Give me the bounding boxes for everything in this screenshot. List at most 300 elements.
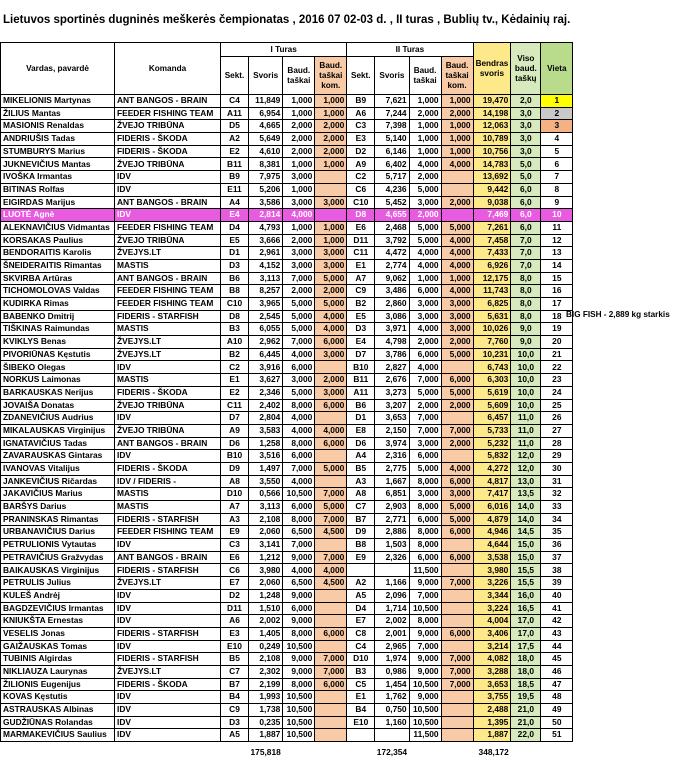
header-name: Vardas, pavardė bbox=[1, 43, 115, 95]
cell-team-penalty-2: 5,000 bbox=[441, 501, 473, 514]
cell-name: KUDIRKA Rimas bbox=[1, 298, 115, 311]
cell-sector-2: B10 bbox=[347, 361, 375, 374]
cell-team-penalty-1 bbox=[315, 209, 347, 222]
cell-weight-1: 3,141 bbox=[249, 539, 283, 552]
table-row bbox=[1, 627, 573, 640]
cell-place: 46 bbox=[541, 665, 573, 678]
cell-total-weight: 6,303 bbox=[473, 374, 511, 387]
cell-team-penalty-2 bbox=[441, 729, 473, 742]
cell-sector-2: C10 bbox=[347, 196, 375, 209]
cell-total-weight: 9,442 bbox=[473, 183, 511, 196]
header-sector-1: Sekt. bbox=[221, 57, 249, 95]
cell-total-weight: 6,016 bbox=[473, 501, 511, 514]
cell-sector-1: D3 bbox=[221, 259, 249, 272]
cell-place: 21 bbox=[541, 348, 573, 361]
cell-penalty-2: 7,000 bbox=[409, 374, 441, 387]
cell-sector-2: B2 bbox=[347, 298, 375, 311]
cell-name: BARKAUSKAS Nerijus bbox=[1, 386, 115, 399]
cell-sector-2: A11 bbox=[347, 386, 375, 399]
cell-team: FEEDER FISHING TEAM bbox=[115, 221, 221, 234]
cell-total-weight: 5,619 bbox=[473, 386, 511, 399]
cell-team: ANT BANGOS - BRAIN bbox=[115, 551, 221, 564]
cell-name: ANDRIUŠIS Tadas bbox=[1, 133, 115, 146]
cell-total-weight: 4,082 bbox=[473, 653, 511, 666]
cell-penalty-2: 5,000 bbox=[409, 462, 441, 475]
cell-weight-2: 9,062 bbox=[375, 272, 409, 285]
cell-weight-1: 3,550 bbox=[249, 475, 283, 488]
cell-team-penalty-1: 4,000 bbox=[315, 323, 347, 336]
cell-team-penalty-2: 5,000 bbox=[441, 348, 473, 361]
cell-team: IDV bbox=[115, 209, 221, 222]
cell-sector-2: D8 bbox=[347, 209, 375, 222]
cell-sector-1: A10 bbox=[221, 336, 249, 349]
cell-weight-2: 7,244 bbox=[375, 107, 409, 120]
cell-team: IDV bbox=[115, 716, 221, 729]
cell-team: FEEDER FISHING TEAM bbox=[115, 107, 221, 120]
cell-team: IDV bbox=[115, 171, 221, 184]
cell-weight-1: 3,516 bbox=[249, 450, 283, 463]
cell-penalty-2: 3,000 bbox=[409, 310, 441, 323]
table-row bbox=[1, 133, 573, 146]
cell-penalty-1: 2,000 bbox=[283, 133, 315, 146]
cell-sector-1: A11 bbox=[221, 107, 249, 120]
cell-weight-1: 3,666 bbox=[249, 234, 283, 247]
cell-team-penalty-1: 1,000 bbox=[315, 95, 347, 108]
cell-penalty-2: 7,000 bbox=[409, 424, 441, 437]
cell-team-penalty-1 bbox=[315, 539, 347, 552]
cell-total-penalty: 14,0 bbox=[511, 501, 541, 514]
cell-weight-1: 2,199 bbox=[249, 678, 283, 691]
cell-sector-1: A6 bbox=[221, 615, 249, 628]
cell-team-penalty-2: 1,000 bbox=[441, 133, 473, 146]
cell-penalty-2: 3,000 bbox=[409, 437, 441, 450]
cell-total-weight: 12,175 bbox=[473, 272, 511, 285]
cell-total-weight: 13,692 bbox=[473, 171, 511, 184]
cell-weight-2: 1,166 bbox=[375, 577, 409, 590]
table-row bbox=[1, 665, 573, 678]
cell-place: 11 bbox=[541, 221, 573, 234]
cell-team-penalty-1: 2,000 bbox=[315, 285, 347, 298]
cell-total-weight: 7,760 bbox=[473, 336, 511, 349]
cell-total-penalty: 10,0 bbox=[511, 374, 541, 387]
cell-sector-2: A6 bbox=[347, 107, 375, 120]
cell-weight-2: 3,086 bbox=[375, 310, 409, 323]
results-table bbox=[0, 42, 573, 764]
table-row bbox=[1, 640, 573, 653]
cell-sector-2: A9 bbox=[347, 158, 375, 171]
cell-total-penalty: 19,5 bbox=[511, 691, 541, 704]
cell-name: IVOŠKA Irmantas bbox=[1, 171, 115, 184]
cell-weight-2: 2,150 bbox=[375, 424, 409, 437]
cell-weight-1: 2,346 bbox=[249, 386, 283, 399]
cell-team: IDV bbox=[115, 704, 221, 717]
cell-team: IDV bbox=[115, 640, 221, 653]
cell-penalty-2: 9,000 bbox=[409, 691, 441, 704]
cell-penalty-1: 8,000 bbox=[283, 513, 315, 526]
cell-sector-1: D6 bbox=[221, 437, 249, 450]
cell-sector-2: C6 bbox=[347, 183, 375, 196]
cell-weight-1: 8,257 bbox=[249, 285, 283, 298]
cell-total-weight: 3,226 bbox=[473, 577, 511, 590]
cell-sector-1: E10 bbox=[221, 640, 249, 653]
total-round2: 172,354 bbox=[375, 742, 409, 764]
header-penalty-2: Baud. taškai bbox=[409, 57, 441, 95]
cell-sector-2: A8 bbox=[347, 488, 375, 501]
cell-place: 8 bbox=[541, 183, 573, 196]
cell-team-penalty-2: 6,000 bbox=[441, 627, 473, 640]
cell-penalty-2: 8,000 bbox=[409, 526, 441, 539]
cell-team-penalty-1: 6,000 bbox=[315, 336, 347, 349]
cell-weight-2 bbox=[375, 729, 409, 742]
cell-sector-2: C9 bbox=[347, 285, 375, 298]
cell-sector-1: D11 bbox=[221, 602, 249, 615]
cell-weight-1: 3,113 bbox=[249, 272, 283, 285]
table-row bbox=[1, 399, 573, 412]
cell-total-weight: 3,224 bbox=[473, 602, 511, 615]
cell-name: PIVORIŪNAS Kęstutis bbox=[1, 348, 115, 361]
cell-team-penalty-1: 2,000 bbox=[315, 374, 347, 387]
cell-name: ŠIBEKO Olegas bbox=[1, 361, 115, 374]
cell-penalty-1: 1,000 bbox=[283, 107, 315, 120]
cell-place: 23 bbox=[541, 374, 573, 387]
cell-team-penalty-1 bbox=[315, 475, 347, 488]
cell-penalty-1: 2,000 bbox=[283, 120, 315, 133]
cell-penalty-1: 1,000 bbox=[283, 95, 315, 108]
table-row bbox=[1, 285, 573, 298]
cell-penalty-1: 5,000 bbox=[283, 298, 315, 311]
table-row bbox=[1, 158, 573, 171]
cell-penalty-1: 9,000 bbox=[283, 665, 315, 678]
table-row bbox=[1, 107, 573, 120]
cell-name: STUMBURYS Marius bbox=[1, 145, 115, 158]
table-row bbox=[1, 678, 573, 691]
table-row bbox=[1, 450, 573, 463]
cell-team-penalty-2: 3,000 bbox=[441, 323, 473, 336]
cell-penalty-1: 1,000 bbox=[283, 183, 315, 196]
cell-weight-1: 3,627 bbox=[249, 374, 283, 387]
cell-penalty-1: 9,000 bbox=[283, 551, 315, 564]
cell-place: 43 bbox=[541, 627, 573, 640]
cell-total-penalty: 15,0 bbox=[511, 551, 541, 564]
header-round2: II Turas bbox=[347, 43, 473, 57]
cell-team-penalty-2: 4,000 bbox=[441, 462, 473, 475]
cell-total-penalty: 11,0 bbox=[511, 412, 541, 425]
cell-team-penalty-2 bbox=[441, 183, 473, 196]
cell-weight-1: 2,961 bbox=[249, 247, 283, 260]
cell-penalty-1: 8,000 bbox=[283, 627, 315, 640]
cell-sector-2: B9 bbox=[347, 95, 375, 108]
table-row bbox=[1, 437, 573, 450]
cell-sector-1: D3 bbox=[221, 716, 249, 729]
cell-team-penalty-1: 4,000 bbox=[315, 424, 347, 437]
cell-penalty-1: 2,000 bbox=[283, 145, 315, 158]
cell-place: 13 bbox=[541, 247, 573, 260]
cell-sector-1: C9 bbox=[221, 704, 249, 717]
cell-sector-2: A5 bbox=[347, 589, 375, 602]
cell-sector-1: E1 bbox=[221, 374, 249, 387]
cell-team: FIDERIS - STARFISH bbox=[115, 653, 221, 666]
cell-weight-2: 1,762 bbox=[375, 691, 409, 704]
cell-sector-2 bbox=[347, 729, 375, 742]
cell-weight-1: 1,258 bbox=[249, 437, 283, 450]
cell-penalty-1: 6,000 bbox=[283, 361, 315, 374]
cell-place: 34 bbox=[541, 513, 573, 526]
cell-penalty-2: 10,500 bbox=[409, 716, 441, 729]
cell-team: ŽVEJYS.LT bbox=[115, 247, 221, 260]
cell-weight-2: 3,974 bbox=[375, 437, 409, 450]
cell-place: 30 bbox=[541, 462, 573, 475]
cell-weight-1: 4,665 bbox=[249, 120, 283, 133]
cell-team-penalty-1: 3,000 bbox=[315, 196, 347, 209]
cell-weight-2: 2,827 bbox=[375, 361, 409, 374]
cell-penalty-1: 10,500 bbox=[283, 729, 315, 742]
cell-weight-2 bbox=[375, 564, 409, 577]
cell-weight-2: 1,454 bbox=[375, 678, 409, 691]
cell-total-penalty: 12,0 bbox=[511, 462, 541, 475]
cell-name: ZAVARAUSKAS Gintaras bbox=[1, 450, 115, 463]
cell-place: 38 bbox=[541, 564, 573, 577]
cell-weight-2: 1,714 bbox=[375, 602, 409, 615]
cell-total-penalty: 9,0 bbox=[511, 336, 541, 349]
cell-team-penalty-1: 7,000 bbox=[315, 551, 347, 564]
cell-weight-1: 4,152 bbox=[249, 259, 283, 272]
cell-total-penalty: 5,0 bbox=[511, 158, 541, 171]
cell-weight-1: 1,738 bbox=[249, 704, 283, 717]
cell-total-weight: 9,038 bbox=[473, 196, 511, 209]
cell-sector-2: B8 bbox=[347, 539, 375, 552]
cell-total-penalty: 6,0 bbox=[511, 196, 541, 209]
cell-name: BABENKO Dmitrij bbox=[1, 310, 115, 323]
cell-name: IGNATAVIČIUS Tadas bbox=[1, 437, 115, 450]
table-row bbox=[1, 551, 573, 564]
cell-penalty-2: 11,500 bbox=[409, 729, 441, 742]
cell-team-penalty-2 bbox=[441, 539, 473, 552]
cell-weight-1: 2,060 bbox=[249, 526, 283, 539]
cell-weight-2: 3,273 bbox=[375, 386, 409, 399]
cell-weight-1: 2,545 bbox=[249, 310, 283, 323]
cell-team-penalty-1: 5,000 bbox=[315, 462, 347, 475]
cell-name: KOVAS Kęstutis bbox=[1, 691, 115, 704]
table-row bbox=[1, 183, 573, 196]
cell-weight-1: 0,566 bbox=[249, 488, 283, 501]
cell-total-weight: 12,063 bbox=[473, 120, 511, 133]
cell-name: JAKAVIČIUS Marius bbox=[1, 488, 115, 501]
cell-team-penalty-1: 4,500 bbox=[315, 526, 347, 539]
cell-team-penalty-2: 1,000 bbox=[441, 95, 473, 108]
header-team-penalty-1: Baud. taškai kom. bbox=[315, 57, 347, 95]
cell-total-penalty: 16,5 bbox=[511, 602, 541, 615]
cell-penalty-1: 10,500 bbox=[283, 488, 315, 501]
cell-penalty-1: 7,000 bbox=[283, 462, 315, 475]
cell-penalty-1: 9,000 bbox=[283, 653, 315, 666]
cell-weight-1: 1,887 bbox=[249, 729, 283, 742]
cell-team-penalty-2: 1,000 bbox=[441, 120, 473, 133]
cell-sector-1: E2 bbox=[221, 386, 249, 399]
header-total-weight: Bendras svoris bbox=[473, 43, 511, 95]
cell-penalty-1: 5,000 bbox=[283, 323, 315, 336]
cell-place: 2 bbox=[541, 107, 573, 120]
cell-team-penalty-1: 2,000 bbox=[315, 120, 347, 133]
cell-weight-1: 1,993 bbox=[249, 691, 283, 704]
cell-sector-1: E9 bbox=[221, 526, 249, 539]
cell-total-weight: 4,946 bbox=[473, 526, 511, 539]
cell-place: 6 bbox=[541, 158, 573, 171]
cell-sector-2: D1 bbox=[347, 412, 375, 425]
cell-place: 24 bbox=[541, 386, 573, 399]
cell-weight-1: 6,445 bbox=[249, 348, 283, 361]
cell-sector-2: D7 bbox=[347, 348, 375, 361]
cell-sector-1: E4 bbox=[221, 209, 249, 222]
cell-weight-2: 5,452 bbox=[375, 196, 409, 209]
cell-total-weight: 3,538 bbox=[473, 551, 511, 564]
cell-total-weight: 5,609 bbox=[473, 399, 511, 412]
cell-weight-2: 5,140 bbox=[375, 133, 409, 146]
cell-total-penalty: 7,0 bbox=[511, 247, 541, 260]
cell-team-penalty-1: 5,000 bbox=[315, 298, 347, 311]
cell-total-penalty: 3,0 bbox=[511, 145, 541, 158]
cell-sector-2: C8 bbox=[347, 627, 375, 640]
cell-team: FIDERIS - ŠKODA bbox=[115, 462, 221, 475]
cell-sector-2: A7 bbox=[347, 272, 375, 285]
cell-total-penalty: 13,5 bbox=[511, 488, 541, 501]
cell-weight-2: 6,402 bbox=[375, 158, 409, 171]
cell-weight-2: 2,775 bbox=[375, 462, 409, 475]
cell-total-penalty: 11,0 bbox=[511, 424, 541, 437]
cell-team-penalty-2: 2,000 bbox=[441, 437, 473, 450]
cell-total-weight: 5,733 bbox=[473, 424, 511, 437]
cell-total-penalty: 18,5 bbox=[511, 678, 541, 691]
cell-sector-2: D4 bbox=[347, 602, 375, 615]
cell-name: NIKLIAUZA Laurynas bbox=[1, 665, 115, 678]
cell-penalty-2: 5,000 bbox=[409, 234, 441, 247]
cell-team: ŽVEJO TRIBŪNA bbox=[115, 399, 221, 412]
cell-name: ALEKNAVIČIUS Vidmantas bbox=[1, 221, 115, 234]
cell-team-penalty-2: 7,000 bbox=[441, 577, 473, 590]
cell-team-penalty-1: 1,000 bbox=[315, 221, 347, 234]
cell-sector-2: E7 bbox=[347, 615, 375, 628]
cell-total-penalty: 5,0 bbox=[511, 171, 541, 184]
cell-team-penalty-2 bbox=[441, 691, 473, 704]
table-row bbox=[1, 310, 573, 323]
cell-team: FIDERIS - ŠKODA bbox=[115, 678, 221, 691]
cell-penalty-2: 7,000 bbox=[409, 640, 441, 653]
cell-team-penalty-1: 6,000 bbox=[315, 627, 347, 640]
cell-team-penalty-2: 2,000 bbox=[441, 107, 473, 120]
cell-penalty-1: 4,000 bbox=[283, 412, 315, 425]
cell-total-penalty: 10,0 bbox=[511, 361, 541, 374]
cell-total-weight: 3,653 bbox=[473, 678, 511, 691]
cell-penalty-2: 5,000 bbox=[409, 183, 441, 196]
header-team-penalty-2: Baud. taškai kom. bbox=[441, 57, 473, 95]
cell-total-weight: 3,344 bbox=[473, 589, 511, 602]
cell-sector-1: D10 bbox=[221, 488, 249, 501]
cell-total-penalty: 15,5 bbox=[511, 577, 541, 590]
cell-name: SKVIRBA Artūras bbox=[1, 272, 115, 285]
cell-sector-2: E9 bbox=[347, 551, 375, 564]
table-row bbox=[1, 120, 573, 133]
cell-team-penalty-2: 3,000 bbox=[441, 310, 473, 323]
cell-sector-2: C5 bbox=[347, 678, 375, 691]
cell-total-weight: 6,457 bbox=[473, 412, 511, 425]
cell-sector-1: B5 bbox=[221, 653, 249, 666]
cell-place: 17 bbox=[541, 298, 573, 311]
cell-place: 42 bbox=[541, 615, 573, 628]
table-row bbox=[1, 716, 573, 729]
cell-penalty-2: 6,000 bbox=[409, 551, 441, 564]
cell-sector-1: E2 bbox=[221, 145, 249, 158]
cell-total-penalty: 7,0 bbox=[511, 234, 541, 247]
cell-name: MIKALAUSKAS Virginijus bbox=[1, 424, 115, 437]
cell-team-penalty-1: 3,000 bbox=[315, 247, 347, 260]
table-row bbox=[1, 221, 573, 234]
cell-weight-1: 7,975 bbox=[249, 171, 283, 184]
cell-total-penalty: 13,0 bbox=[511, 475, 541, 488]
cell-total-weight: 3,288 bbox=[473, 665, 511, 678]
table-row bbox=[1, 361, 573, 374]
cell-weight-2: 2,326 bbox=[375, 551, 409, 564]
cell-total-weight: 7,469 bbox=[473, 209, 511, 222]
cell-place: 48 bbox=[541, 691, 573, 704]
cell-weight-2: 2,771 bbox=[375, 513, 409, 526]
cell-team-penalty-2: 4,000 bbox=[441, 285, 473, 298]
cell-weight-2: 0,750 bbox=[375, 704, 409, 717]
header-penalty-1: Baud. taškai bbox=[283, 57, 315, 95]
cell-weight-1: 3,113 bbox=[249, 501, 283, 514]
cell-penalty-1: 6,000 bbox=[283, 602, 315, 615]
cell-team-penalty-1: 4,000 bbox=[315, 564, 347, 577]
table-row bbox=[1, 259, 573, 272]
cell-penalty-1: 2,000 bbox=[283, 285, 315, 298]
cell-total-penalty: 21,0 bbox=[511, 704, 541, 717]
cell-weight-2: 3,971 bbox=[375, 323, 409, 336]
table-row bbox=[1, 95, 573, 108]
cell-weight-1: 1,510 bbox=[249, 602, 283, 615]
cell-team-penalty-2: 1,000 bbox=[441, 145, 473, 158]
cell-sector-2: D2 bbox=[347, 145, 375, 158]
cell-weight-1: 1,248 bbox=[249, 589, 283, 602]
cell-penalty-1: 4,000 bbox=[283, 424, 315, 437]
cell-place: 7 bbox=[541, 171, 573, 184]
table-row bbox=[1, 704, 573, 717]
cell-penalty-2: 9,000 bbox=[409, 665, 441, 678]
cell-penalty-1: 3,000 bbox=[283, 247, 315, 260]
table-row bbox=[1, 374, 573, 387]
total-round1: 175,818 bbox=[249, 742, 283, 764]
cell-weight-1: 2,804 bbox=[249, 412, 283, 425]
cell-team-penalty-2 bbox=[441, 589, 473, 602]
cell-weight-2: 3,786 bbox=[375, 348, 409, 361]
cell-team-penalty-1 bbox=[315, 171, 347, 184]
cell-penalty-1: 10,500 bbox=[283, 704, 315, 717]
cell-penalty-1: 4,000 bbox=[283, 475, 315, 488]
cell-total-weight: 7,417 bbox=[473, 488, 511, 501]
cell-total-weight: 3,755 bbox=[473, 691, 511, 704]
cell-team: ŽVEJO TRIBŪNA bbox=[115, 158, 221, 171]
cell-weight-2: 1,503 bbox=[375, 539, 409, 552]
table-row bbox=[1, 412, 573, 425]
cell-sector-1: E11 bbox=[221, 183, 249, 196]
cell-weight-2: 2,316 bbox=[375, 450, 409, 463]
cell-total-penalty: 8,0 bbox=[511, 285, 541, 298]
cell-name: VESELIS Jonas bbox=[1, 627, 115, 640]
cell-team: MASTIS bbox=[115, 501, 221, 514]
big-fish-note: BIG FISH - 2,889 kg starkis bbox=[566, 310, 670, 319]
cell-sector-1: C10 bbox=[221, 298, 249, 311]
cell-place: 4 bbox=[541, 133, 573, 146]
cell-team: ŽVEJO TRIBŪNA bbox=[115, 120, 221, 133]
cell-weight-2: 3,207 bbox=[375, 399, 409, 412]
cell-weight-1: 8,381 bbox=[249, 158, 283, 171]
